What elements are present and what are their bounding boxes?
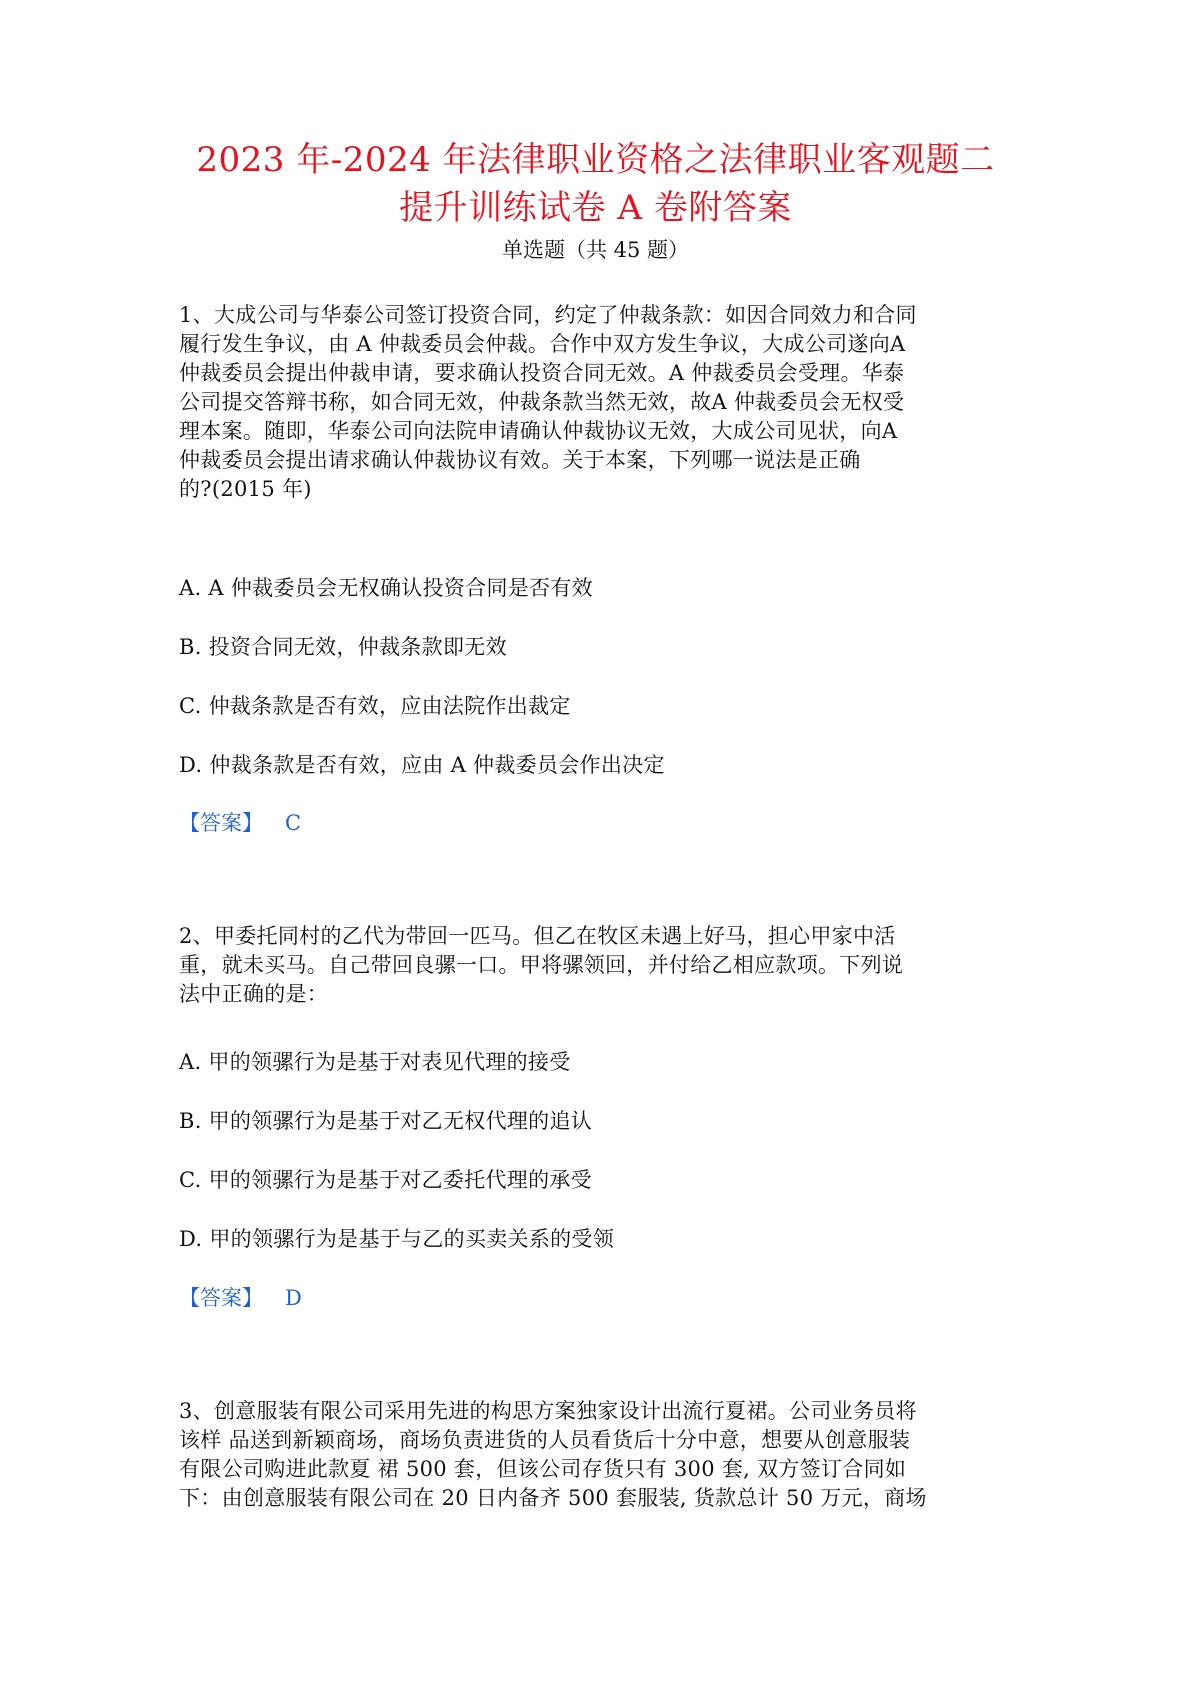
question-1-option-a: A. A 仲裁委员会无权确认投资合同是否有效 <box>179 576 593 600</box>
question-2 <box>179 922 1019 1009</box>
section-heading: 单选题（共 45 题） <box>501 238 690 262</box>
question-text-line: 法中正确的是： <box>179 982 329 1006</box>
question-text-line: 仲裁委员会提出仲裁申请，要求确认投资合同无效。A 仲裁委员会受理。华泰 <box>179 361 905 385</box>
question-text-line: 重，就未买马。自己带回良骡一口。甲将骡领回，并付给乙相应款项。下列说 <box>179 953 904 977</box>
question-2-text <box>179 922 1019 1009</box>
question-1-option-d: D. 仲裁条款是否有效，应由 A 仲裁委员会作出决定 <box>179 753 665 777</box>
answer-value: C <box>285 811 302 835</box>
title-line-1: 2023 年-2024 年法律职业资格之法律职业客观题二 <box>196 140 995 180</box>
question-text-line: 仲裁委员会提出请求确认仲裁协议有效。关于本案，下列哪一说法是正确 <box>179 448 861 472</box>
document-title <box>150 136 1041 232</box>
question-3-text <box>179 1397 1019 1513</box>
question-text-line: 3、创意服装有限公司采用先进的构思方案独家设计出流行夏裙。公司业务员将 <box>179 1399 917 1423</box>
question-2-option-d: D. 甲的领骡行为是基于与乙的买卖关系的受领 <box>179 1227 615 1251</box>
question-text-line: 该样 品送到新颖商场，商场负责进货的人员看货后十分中意，想要从创意服装 <box>179 1428 911 1452</box>
question-2-option-b: B. 甲的领骡行为是基于对乙无权代理的追认 <box>179 1109 593 1133</box>
question-2-option-a: A. 甲的领骡行为是基于对表见代理的接受 <box>179 1050 571 1074</box>
question-text-line: 的?(2015 年) <box>179 477 312 501</box>
question-1 <box>179 301 1019 504</box>
question-text-line: 2、甲委托同村的乙代为带回一匹马。但乙在牧区未遇上好马，担心甲家中活 <box>179 924 896 948</box>
answer-value: D <box>285 1286 302 1310</box>
question-1-text <box>179 301 1019 504</box>
question-text-line: 履行发生争议，由 A 仲裁委员会仲裁。合作中双方发生争议，大成公司遂向A <box>179 332 906 356</box>
question-1-option-b: B. 投资合同无效，仲裁条款即无效 <box>179 635 507 659</box>
title-line-2: 提升训练试卷 A 卷附答案 <box>399 188 792 228</box>
question-1-answer <box>179 809 301 837</box>
question-text-line: 公司提交答辩书称，如合同无效，仲裁条款当然无效，故A 仲裁委员会无权受 <box>179 390 905 414</box>
question-2-answer <box>179 1284 302 1312</box>
question-text-line: 下：由创意服装有限公司在 20 日内备齐 500 套服装, 货款总计 50 万元，商场 <box>179 1486 927 1510</box>
question-1-option-c: C. 仲裁条款是否有效，应由法院作出裁定 <box>179 694 571 718</box>
question-3 <box>179 1397 1019 1513</box>
question-text-line: 1、大成公司与华泰公司签订投资合同，约定了仲裁条款：如因合同效力和合同 <box>179 303 917 327</box>
question-text-line: 理本案。随即，华泰公司向法院申请确认仲裁协议无效，大成公司见状，向A <box>179 419 898 443</box>
question-2-option-c: C. 甲的领骡行为是基于对乙委托代理的承受 <box>179 1168 592 1192</box>
question-text-line: 有限公司购进此款夏 裙 500 套，但该公司存货只有 300 套, 双方签订合同如 <box>179 1457 907 1481</box>
answer-label: 【答案】 <box>179 811 263 835</box>
answer-label: 【答案】 <box>179 1286 263 1310</box>
